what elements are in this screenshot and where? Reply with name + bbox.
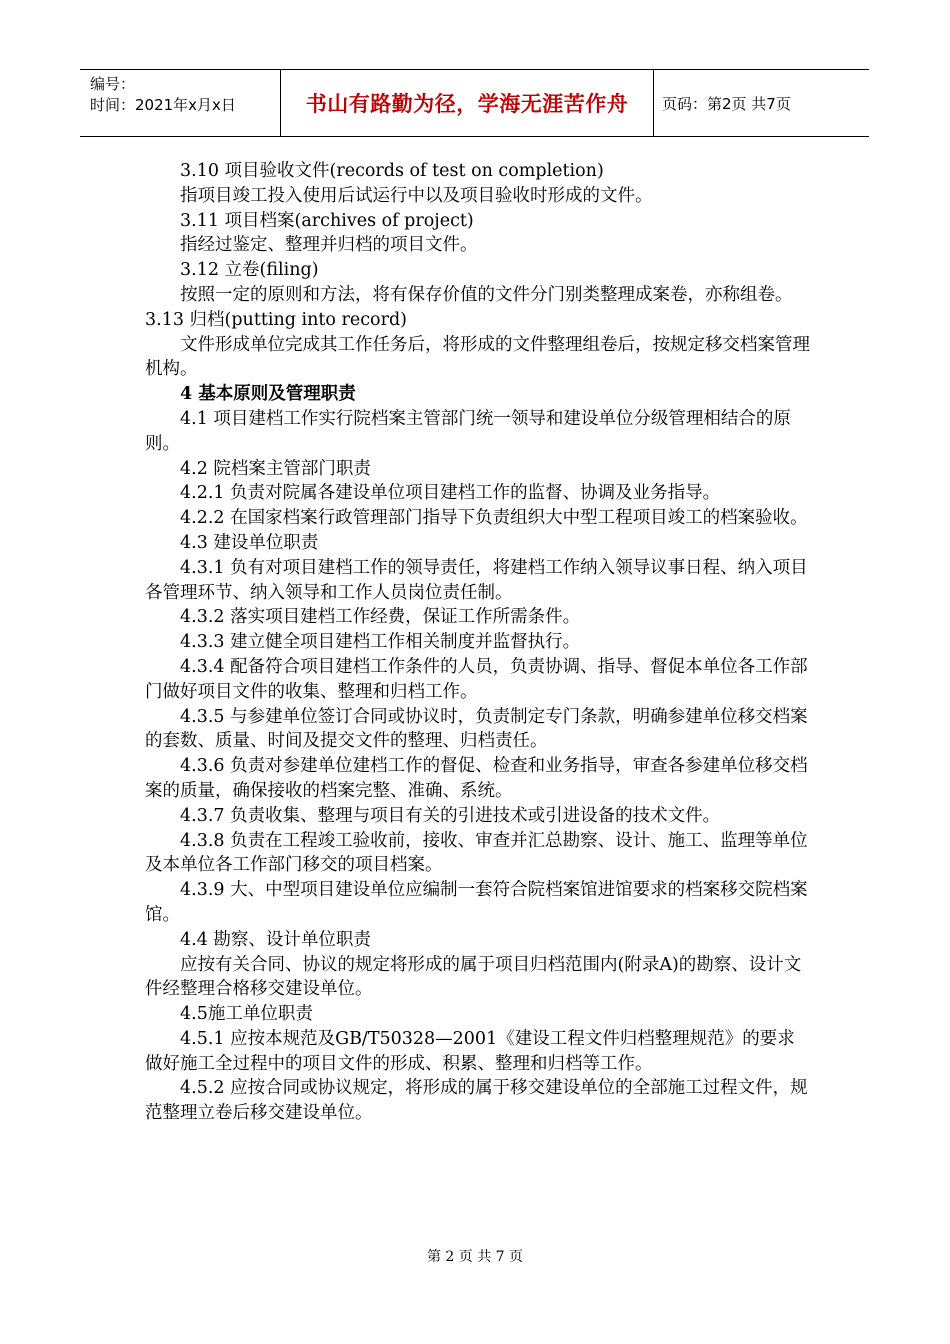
document-number-label: 编号：	[90, 75, 136, 93]
paragraph: 应按有关合同、协议的规定将形成的属于项目归档范围内(附录A)的勘察、设计文件经整理合格移交建设单位。	[145, 954, 802, 1000]
paragraph: 4.2 院档案主管部门职责	[180, 458, 371, 479]
paragraph: 4.4 勘察、设计单位职责	[180, 929, 371, 950]
document-time-label: 时间：2021年x月x日	[90, 96, 236, 114]
paragraph: 3.11 项目档案(archives of project)	[180, 210, 474, 231]
paragraph: 指项目竣工投入使用后试运行中以及项目验收时形成的文件。	[180, 185, 653, 206]
page-header	[80, 69, 869, 137]
paragraph: 按照一定的原则和方法，将有保存价值的文件分门别类整理成案卷，亦称组卷。	[180, 284, 793, 305]
paragraph: 4.5.1 应按本规范及GB/T50328—2001《建设工程文件归档整理规范》的要求做好施工全过程中的项目文件的形成、积累、整理和归档等工作。	[145, 1028, 795, 1074]
paragraph: 文件形成单位完成其工作任务后，将形成的文件整理组卷后，按规定移交档案管理机构。	[145, 334, 810, 380]
paragraph: 4.3.9 大、中型项目建设单位应编制一套符合院档案馆进馆要求的档案移交院档案馆。	[145, 880, 808, 925]
paragraph: 4.3.6 负责对参建单位建档工作的督促、检查和业务指导，审查各参建单位移交档案的质量，确保接收的档案完整、准确、系统。	[145, 756, 808, 801]
header-motto: 书山有路勤为径，学海无涯苦作舟	[281, 70, 654, 136]
section-heading: 4 基本原则及管理职责	[180, 384, 356, 405]
paragraph: 4.2.2 在国家档案行政管理部门指导下负责组织大中型工程项目竣工的档案验收。	[180, 508, 808, 529]
paragraph: 3.13 归档(putting into record)	[145, 309, 407, 330]
paragraph: 4.2.1 负责对院属各建设单位项目建档工作的监督、协调及业务指导。	[180, 483, 721, 504]
paragraph: 4.3.4 配备符合项目建档工作条件的人员，负责协调、指导、督促本单位各工作部门做好项目文件的收集、整理和归档工作。	[145, 656, 808, 702]
paragraph: 指经过鉴定、整理并归档的项目文件。	[180, 235, 478, 256]
paragraph: 3.10 项目验收文件(records of test on completion)	[180, 161, 604, 181]
paragraph: 4.5施工单位职责	[180, 1004, 313, 1025]
paragraph: 4.3.8 负责在工程竣工验收前，接收、审查并汇总勘察、设计、施工、监理等单位及本单位各工作部门移交的项目档案。	[145, 830, 808, 876]
paragraph: 4.5.2 应按合同或协议规定，将形成的属于移交建设单位的全部施工过程文件，规范整理立卷后移交建设单位。	[145, 1078, 808, 1124]
paragraph: 4.1 项目建档工作实行院档案主管部门统一领导和建设单位分级管理相结合的原则。	[145, 408, 791, 454]
header-meta	[80, 70, 281, 136]
paragraph: 4.3.2 落实项目建档工作经费，保证工作所需条件。	[180, 607, 581, 628]
page-footer: 第 2 页 共 7 页	[426, 1249, 524, 1265]
paragraph: 3.12 立卷(filing)	[180, 260, 319, 281]
paragraph: 4.3.1 负有对项目建档工作的领导责任，将建档工作纳入领导议事日程、纳入项目各管理环节、纳入领导和工作人员岗位责任制。	[145, 557, 808, 603]
paragraph: 4.3 建设单位职责	[180, 532, 319, 553]
header-page-label: 页码：第2页 共7页	[662, 94, 791, 113]
paragraph: 4.3.3 建立健全项目建档工作相关制度并监督执行。	[180, 632, 581, 653]
document-body	[145, 159, 810, 1126]
paragraph: 4.3.7 负责收集、整理与项目有关的引进技术或引进设备的技术文件。	[180, 805, 721, 826]
paragraph: 4.3.5 与参建单位签订合同或协议时，负责制定专门条款，明确参建单位移交档案的套数、质量、时间及提交文件的整理、归档责任。	[145, 706, 808, 752]
